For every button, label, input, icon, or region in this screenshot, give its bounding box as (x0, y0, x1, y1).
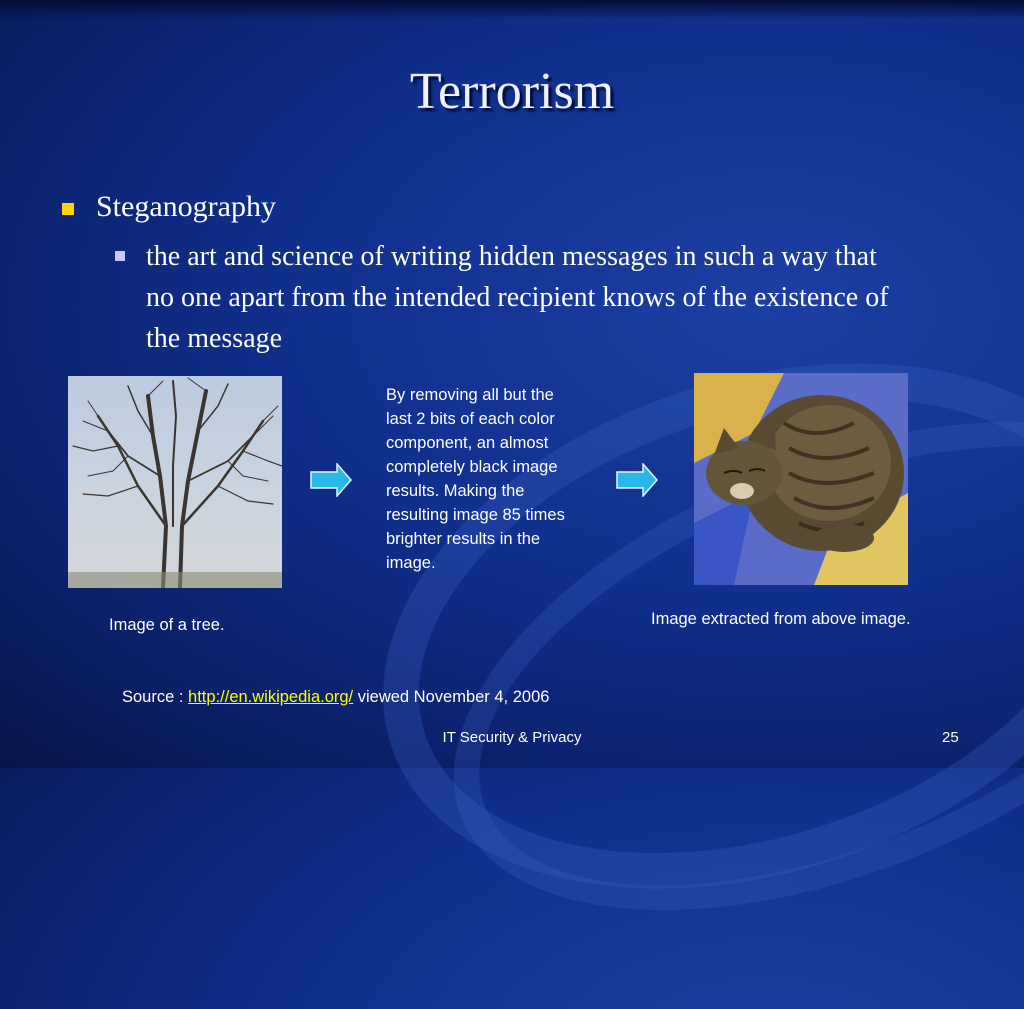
slide-title: Terrorism (409, 63, 615, 120)
tree-image-caption: Image of a tree. (109, 616, 225, 634)
arrow-right-icon (616, 463, 658, 497)
source-link[interactable]: http://en.wikipedia.org/ (188, 688, 354, 706)
source-suffix: viewed November 4, 2006 (353, 688, 550, 706)
source-prefix: Source : (122, 688, 189, 706)
source-line (122, 688, 549, 707)
footer-text: IT Security & Privacy (442, 729, 582, 746)
bullet-level1-text: Steganography (96, 190, 276, 223)
page-number: 25 (942, 729, 959, 746)
extracted-image-caption: Image extracted from above image. (651, 610, 911, 628)
arrow-right-icon (310, 463, 352, 497)
square-bullet-icon (115, 251, 125, 261)
bullet-level2-text: the art and science of writing hidden messages in such a way that no one apart from the intended recipient knows of the existence of the message (146, 241, 889, 354)
bullet-level1 (62, 190, 276, 224)
cat-image-drawing (694, 373, 908, 585)
bullet-level2 (115, 236, 905, 359)
square-bullet-icon (62, 203, 74, 215)
tree-image (68, 376, 282, 588)
top-strip (0, 0, 1024, 20)
tree-image-drawing (68, 376, 282, 588)
cat-image (694, 373, 908, 585)
process-description: By removing all but the last 2 bits of each color component, an almost completely black image results. Making the resulting image 85 times brighter results in the image. (386, 386, 565, 572)
